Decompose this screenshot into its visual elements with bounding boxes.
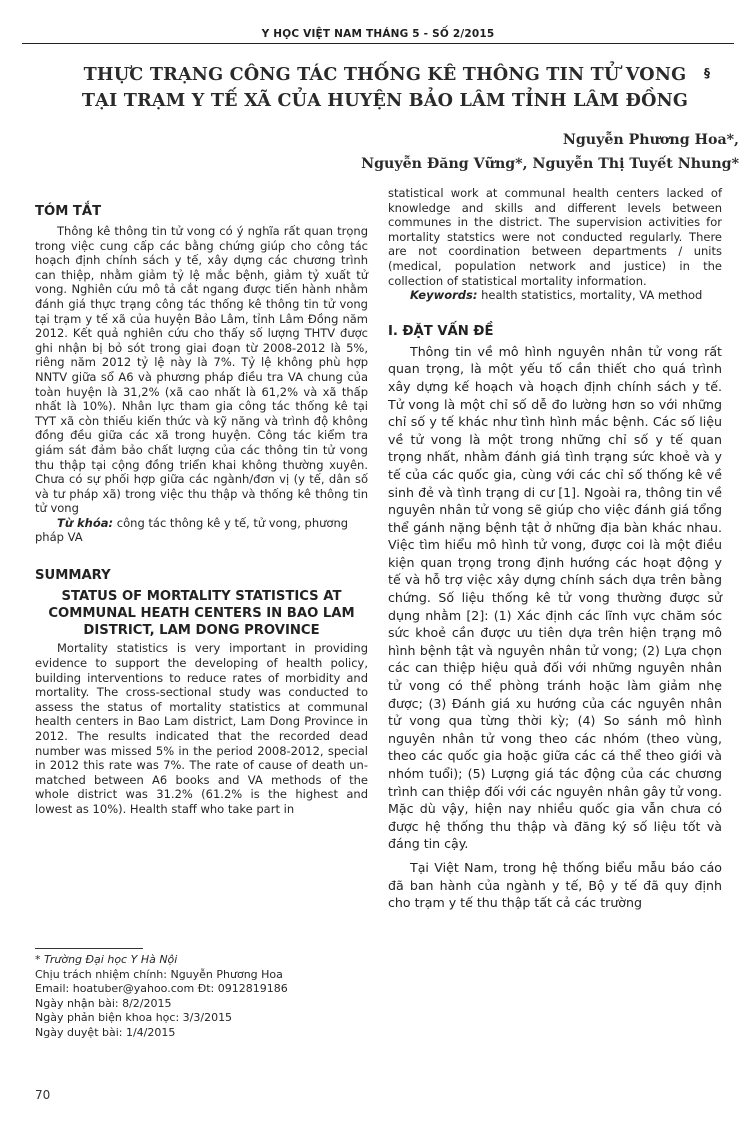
summary-keywords-text: health statistics, mortality, VA method (481, 288, 703, 303)
footnote-approval-date: Ngày duyệt bài: 1/4/2015 (35, 1025, 176, 1039)
tom-tat-body: Thông kê thông tin tử vong có ý nghĩa rất quan trọng trong việc cung cấp các bằng chứng giúp cho công tác hoạch định chính sách y tế, xây dựng các chương trình can thiệp, nhằm giảm tỷ lệ mắc bệnh, giảm tỷ xuất tử vong. Nghiên cứu mô tả cắt ngang được tiến hành nhằm đánh giá thực trạng công tác thống kê thông tin tử vong tại trạm y tế xã của huyện Bảo Lâm, tỉnh Lâm Đồng năm 2012. Kết quả nghiên cứu cho thấy số lượng THTV được ghi nhận bị bỏ sót trong giai đoạn từ 2008-2012 là 5%, riêng năm 2012 tỷ lệ này là 7%. Tỷ lệ không phù hợp NNTV giữa sổ A6 và phương pháp điều tra VA chung của toàn huyện là 31,2% (xã cao nhất là 61,2% và xã thấp nhất là 10%). Nhân lực tham gia công tác thống kê tại TYT xã còn thiếu kiến thức và kỹ năng và trình độ không đồng đều giữa các xã trong huyện. Công tác kiểm tra giám sát đảm bảo chất lượng của các thông tin tử vong thu thập tại cộng đồng triển khai không thường xuyên. Chưa có sự phối hợp giữa các ngành/đơn vị (y tế, dân số và tư pháp xã) trong việc thu thập và thống kê thông tin tử vong (35, 224, 368, 516)
authors (219, 128, 739, 176)
authors-line-1: Nguyễn Phương Hoa*, (562, 132, 739, 148)
left-column (35, 203, 368, 817)
summary-keywords (388, 288, 722, 303)
tom-tat-keywords (35, 516, 368, 545)
footnotes (35, 948, 368, 1040)
summary-body: Mortality statistics is very important in providing evidence to support the developing of health policy, building interventions to reduce rates of morbidity and mortality. The cross-sectional study was conducted to assess the status of mortality statistics at communal health centers in Bao Lam district, Lam Dong Province in 2012. The results indicated that the recorded dead number was missed 5% in the period 2008-2012, special in 2012 this rate was 7%. The rate of cause of death un-matched between A6 books and VA methods of the whole district was 31.2% (61.2% is the highest and lowest as 10%). Health staff who take part in (35, 641, 368, 816)
tom-tat-heading: TÓM TẮT (35, 204, 102, 219)
article-title (40, 62, 730, 114)
summary-keywords-label: Keywords: (410, 288, 478, 303)
right-column (388, 186, 722, 912)
footnote-corresponding-author: Chịu trách nhiệm chính: Nguyễn Phương Hoa (35, 967, 283, 981)
summary-title: STATUS OF MORTALITY STATISTICS AT COMMUNAL HEATH CENTERS IN BAO LAM DISTRICT, LAM DONG PROVINCE (48, 589, 355, 638)
tom-tat-keywords-text: công tác thông kê y tế, tử vong, phương pháp VA (35, 515, 349, 545)
footnote-received-date: Ngày nhận bài: 8/2/2015 (35, 996, 172, 1010)
article-title-line-1: THỰC TRẠNG CÔNG TÁC THỐNG KÊ THÔNG TIN TỬ VONG (83, 64, 687, 85)
article-title-line-2: TẠI TRẠM Y TẾ XÃ CỦA HUYỆN BẢO LÂM TỈNH LÂM ĐỒNG (81, 90, 689, 111)
summary-body-continued: statistical work at communal health centers lacked of knowledge and skills and different levels between communes in the district. The supervision activities for mortality statstics were not conducted regularly. There are not coordination between departments / units (medical, population network and justice) in the collection of statistical mortality information. (388, 186, 722, 288)
tom-tat-keywords-label: Từ khóa: (57, 515, 114, 530)
footnote-affiliation: * Trường Đại học Y Hà Nội (35, 953, 178, 966)
page-number: 70 (35, 1088, 51, 1102)
section-1-paragraph-1: Thông tin về mô hình nguyên nhân tử vong rất quan trọng, là một yếu tố cần thiết cho quá trình xây dựng kế hoạch và hoạch định chính sách y tế. Tử vong là một chỉ số dễ đo lường hơn so với những chỉ số y tế khác như tình hình mắc bệnh. Các số liệu về tử vong là một trong những chỉ số y tế quan trọng nhất, nhằm đánh giá tình trạng sức khoẻ và y tế của các quốc gia, cùng với các chỉ số thống kê về sinh đẻ và tình trạng di cư [1]. Ngoài ra, thông tin về nguyên nhân tử vong sẽ giúp cho việc đánh giá tổng thể gánh nặng bệnh tật ở những địa bàn khác nhau. Việc tìm hiểu mô hình tử vong, được coi là một điều kiện quan trọng trong định hướng các hoạt động y tế và hỗ trợ việc xây dựng chính sách dựa trên bằng chứng. Số liệu thống kê tử vong thường được sử dụng nhằm [2]: (1) Xác định các lĩnh vực chăm sóc sức khoẻ cần được ưu tiên dựa trên hiện trạng mô hình bệnh tật và nguyên nhân tử vong; (2) Lựa chọn các can thiệp hiệu quả đối với những nguyên nhân tử vong có thể phòng tránh hoặc làm giảm nhẹ được; (3) Đánh giá xu hướng của các nguyên nhân tử vong qua từng thời kỳ; (4) So sánh mô hình nguyên nhân tử vong theo các nhóm (theo vùng, theo các quốc gia hoặc giữa các cá thể theo giới và nhóm tuổi); (5) Lượng giá tác động của các chương trình can thiệp đối với các nguyên nhân gây tử vong. Mặc dù vậy, hiện nay nhiều quốc gia vẫn chưa có được hệ thống thu thập và đăng ký số liệu tốt và đáng tin cậy. (388, 343, 722, 852)
section-1-paragraph-2: Tại Việt Nam, trong hệ thống biểu mẫu báo cáo đã ban hành của ngành y tế, Bộ y tế đã quy định cho trạm y tế thu thập tất cả các trường (388, 859, 722, 911)
section-1-heading: I. ĐẶT VẤN ĐỀ (388, 323, 494, 339)
summary-heading: SUMMARY (35, 568, 111, 584)
footnote-rule (35, 948, 143, 949)
journal-header: Y HỌC VIỆT NAM THÁNG 5 - SỐ 2/2015 (22, 28, 734, 44)
margin-mark: § (700, 66, 714, 80)
footnote-review-date: Ngày phản biện khoa học: 3/3/2015 (35, 1011, 233, 1024)
footnote-contact: Email: hoatuber@yahoo.com Đt: 0912819186 (35, 982, 288, 995)
authors-line-2: Nguyễn Đăng Vững*, Nguyễn Thị Tuyết Nhung* (361, 156, 739, 172)
